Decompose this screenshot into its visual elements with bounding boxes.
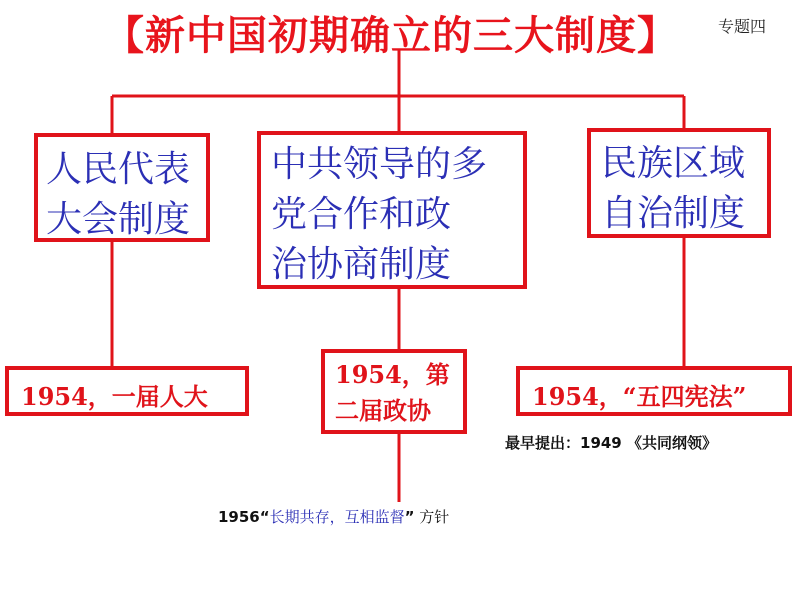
system-line: 民族区域	[601, 143, 746, 184]
system-line: 人民代表	[46, 149, 191, 190]
system-line: 中共领导的多	[271, 144, 488, 185]
system-box-cppcc	[257, 131, 527, 289]
earliest-note: 最早提出：1949 《共同纲领》	[505, 434, 717, 452]
event-box-cppcc	[321, 349, 467, 434]
system-line: 大会制度	[46, 199, 191, 240]
policy-open-quote: “	[259, 508, 270, 526]
system-line: 党合作和政	[271, 194, 452, 235]
system-line: 自治制度	[601, 193, 746, 234]
event-text: 1954，“五四宪法”	[532, 382, 747, 411]
policy-quote: 长期共存，互相监督	[269, 508, 405, 526]
system-line: 治协商制度	[271, 244, 452, 285]
system-box-ethnic-autonomy	[587, 128, 771, 238]
policy-year: 1956	[218, 508, 260, 526]
event-text: 1954，第	[335, 360, 450, 389]
event-box-npc	[5, 366, 249, 416]
event-text: 1954，一届人大	[21, 382, 208, 411]
event-box-constitution	[516, 366, 792, 416]
page-title: 【新中国初期确立的三大制度】	[104, 13, 678, 59]
policy-close-quote: ”	[404, 508, 415, 526]
event-text: 二届政协	[335, 396, 431, 425]
system-box-npc	[34, 133, 210, 242]
topic-label: 专题四	[718, 17, 767, 36]
policy-suffix: 方针	[414, 508, 450, 526]
policy-note	[218, 506, 449, 527]
